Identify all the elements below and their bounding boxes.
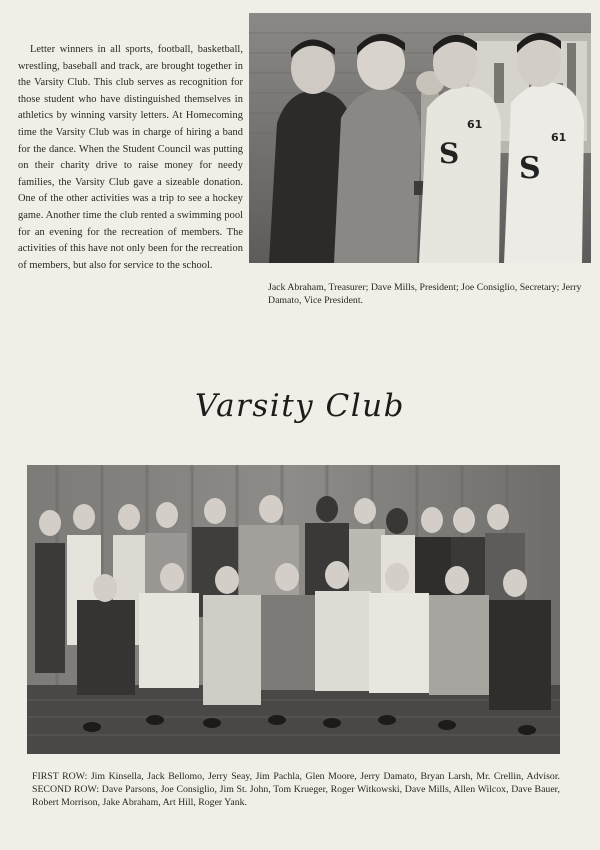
sweater-letter: S	[439, 137, 460, 170]
page-title: Varsity Club	[195, 388, 405, 424]
sweater-letter-2: S	[519, 151, 541, 186]
officers-photo	[249, 13, 591, 263]
intro-paragraph: Letter winners in all sports, football, basketball, wrestling, baseball and track, are brought together in the Varsity Club. This club serves as recognition for those student who have distinguished themselves in athletics by winning varsity letters. At Homecoming time the Varsity Club was in charge of hiring a band for the dance. When the Student Council was putting on their charity drive to raise money for needy families, the Varsity Club gave a sizeable donation. One of the other activities was a trip to see a hockey game. Another time the club rented a swimming pool for an evening for the recreation of members. The activities of this have not only been for the recreation of members, but also for service to the school.	[18, 44, 243, 271]
group-caption: FIRST ROW: Jim Kinsella, Jack Bellomo, Jerry Seay, Jim Pachla, Glen Moore, Jerry Damato, Bryan Larsh, Mr. Crellin, Advisor. SECOND ROW: Dave Parsons, Joe Consiglio, Jim St. John, Tom Krueger, Roger Witkowski, Dave Mills, Allen Wilcox, Dave Bauer, Robert Morrison, Jake Abraham, Art Hill, Roger Yank.	[32, 771, 560, 809]
officers-caption: Jack Abraham, Treasurer; Dave Mills, President; Joe Consiglio, Secretary; Jerry Damato, Vice President.	[268, 282, 582, 306]
sweater-number: 61	[467, 118, 483, 131]
sweater-number-2: 61	[551, 131, 567, 144]
group-photo	[27, 465, 560, 754]
